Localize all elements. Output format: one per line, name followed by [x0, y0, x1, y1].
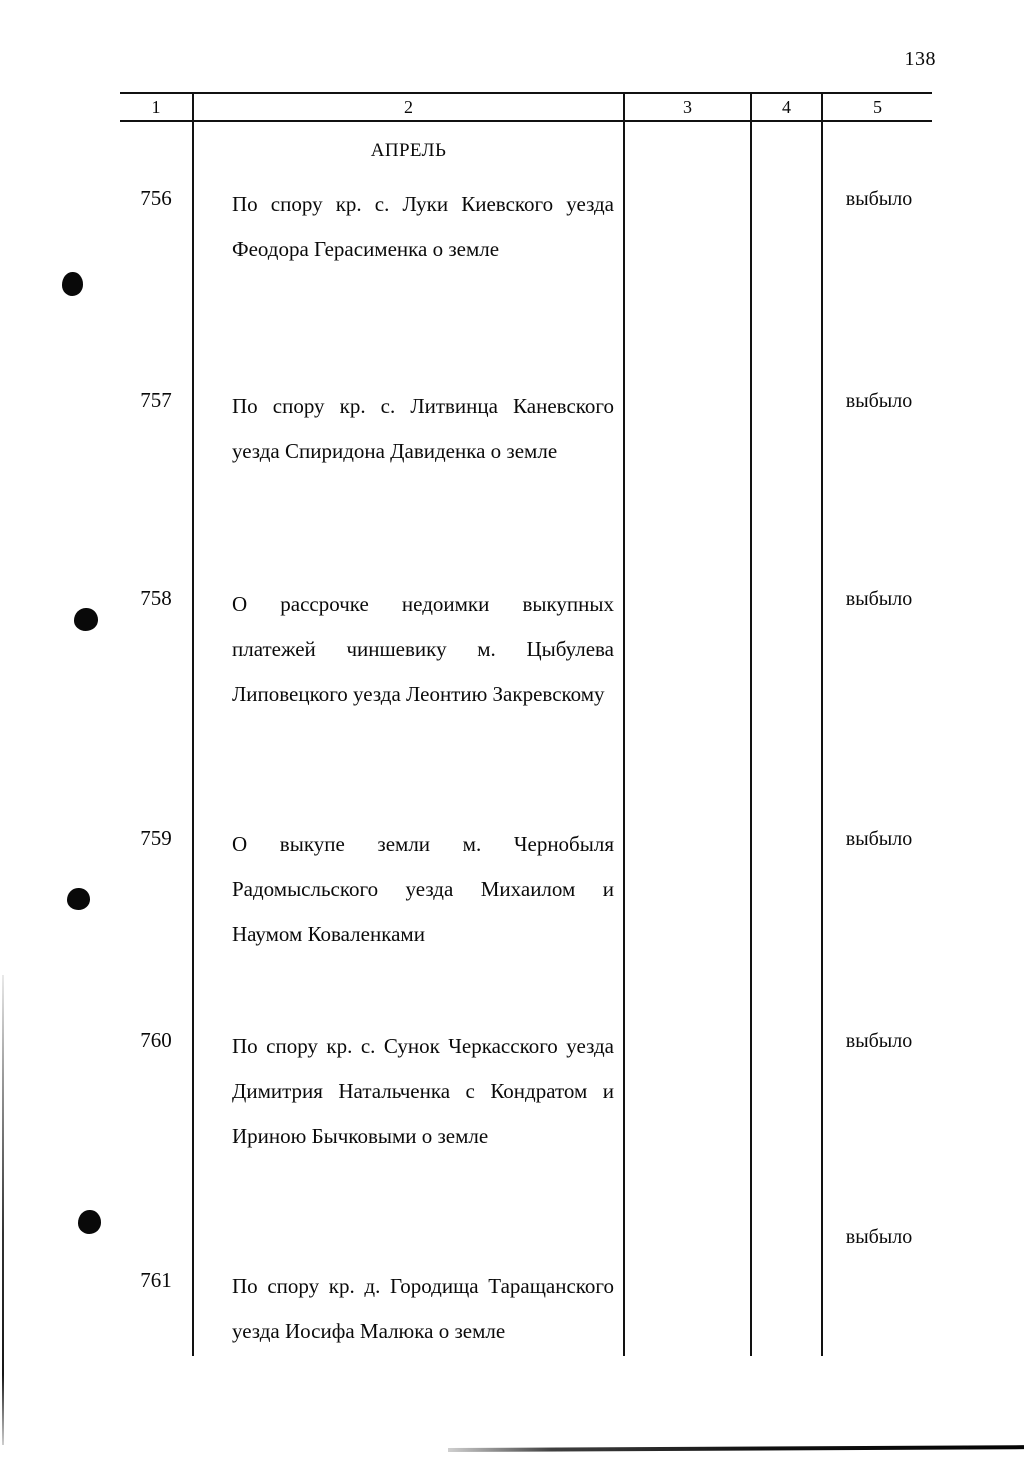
- table-row-number: 756: [140, 186, 172, 210]
- table-row-description: О рассрочке недоимки выкупных платежей чиншевику м. Цыбулева Липовецкого уезда Леонтию Закревскому: [232, 592, 614, 706]
- table-row-number: 760: [140, 1028, 172, 1052]
- column-divider-4: [821, 94, 823, 1356]
- page-number: 138: [904, 48, 936, 70]
- ink-blob-2-icon: [74, 608, 98, 631]
- table-row-status: выбыло: [845, 188, 913, 210]
- ink-blob-4-icon: [78, 1210, 101, 1234]
- table-row-description: По спору кр. с. Литвинца Каневского уезда Спиридона Давиденка о земле: [232, 394, 614, 463]
- ink-blob-1-icon: [62, 272, 83, 296]
- table-row-status: выбыло: [845, 1226, 913, 1248]
- column-header-1: 1: [151, 97, 161, 117]
- column-divider-3: [750, 94, 752, 1356]
- month-section-heading: АПРЕЛЬ: [370, 140, 447, 161]
- table-row-description: По спору кр. д. Городища Таращанского уезда Иосифа Малюка о земле: [232, 1274, 614, 1343]
- table-header-rule-top: [120, 92, 932, 94]
- column-header-4: 4: [782, 97, 791, 117]
- table-row-status: выбыло: [845, 828, 913, 850]
- table-row-status: выбыло: [845, 1030, 913, 1052]
- column-divider-2: [623, 94, 625, 1356]
- table-row-description: О выкупе земли м. Чернобыля Радомысльского уезда Михаилом и Наумом Коваленками: [232, 832, 614, 946]
- scan-edge-line-bottom: [448, 1445, 1024, 1452]
- column-header-2: 2: [404, 97, 413, 117]
- ink-blob-3-icon: [67, 888, 90, 910]
- table-row-number: 761: [140, 1268, 172, 1292]
- column-divider-1: [192, 94, 194, 1356]
- table-row-number: 758: [140, 586, 172, 610]
- table-row-number: 757: [140, 388, 172, 412]
- table-row-description: По спору кр. с. Сунок Черкасского уезда Димитрия Натальченка с Кондратом и Ириною Бычковыми о земле: [232, 1034, 614, 1148]
- column-header-5: 5: [873, 97, 882, 117]
- table-header-rule-bottom: [120, 120, 932, 122]
- table-row-description: По спору кр. с. Луки Киевского уезда Феодора Герасименка о земле: [232, 192, 614, 261]
- table-row-status: выбыло: [845, 390, 913, 412]
- scan-edge-line-left: [2, 975, 4, 1445]
- table-row-number: 759: [140, 826, 172, 850]
- table-row-status: выбыло: [845, 588, 913, 610]
- column-header-3: 3: [683, 97, 692, 117]
